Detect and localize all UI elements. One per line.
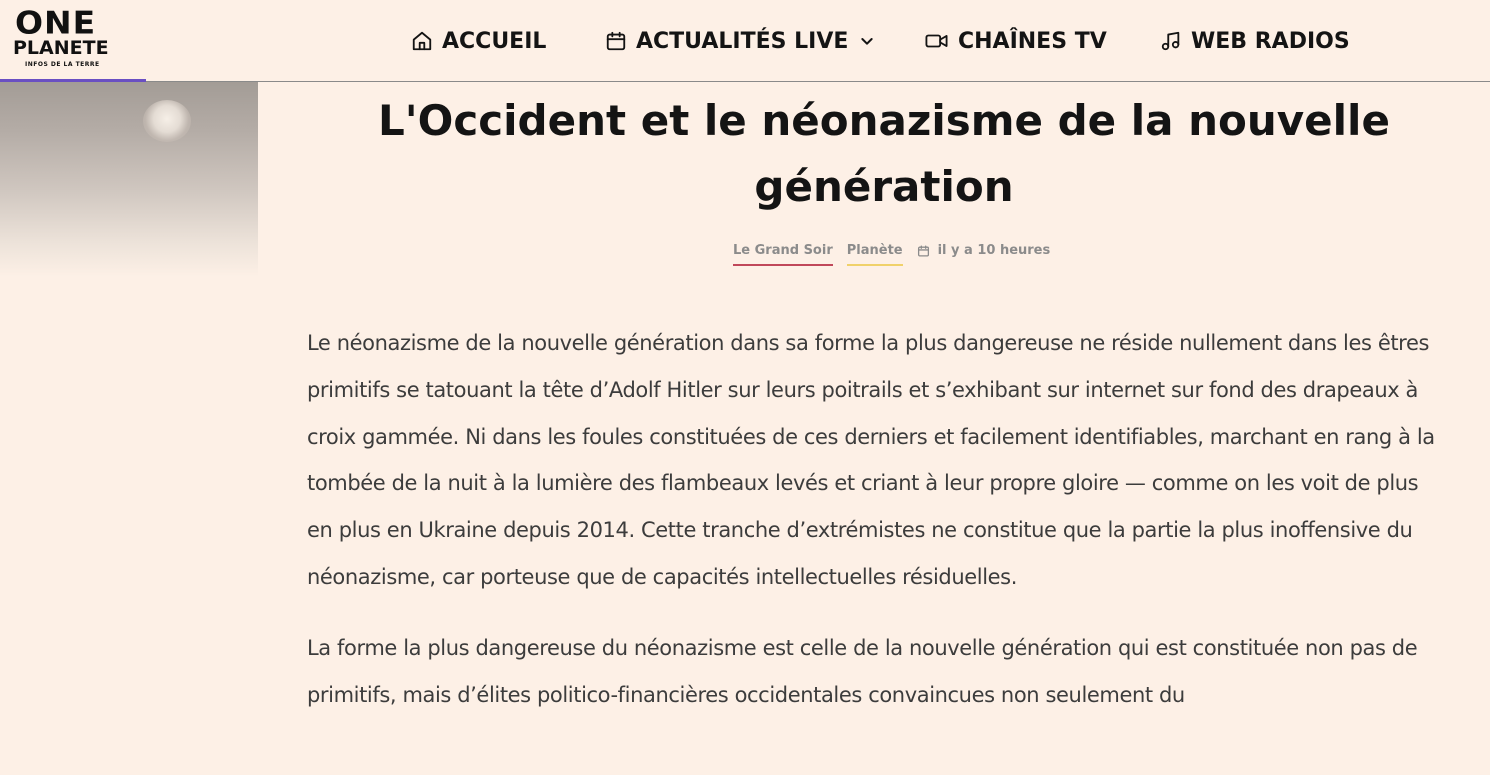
nav-accueil[interactable]: [411, 24, 546, 58]
site-logo[interactable]: [0, 0, 146, 82]
nav-chaines-tv-label: CHAÎNES TV: [958, 28, 1107, 54]
home-icon: [411, 30, 433, 52]
nav-actualites-live-label: ACTUALITÉS LIVE: [636, 28, 849, 54]
music-note-icon: [1160, 30, 1182, 52]
article-date-text: il y a 10 heures: [937, 243, 1051, 258]
article-source-link[interactable]: Le Grand Soir: [733, 242, 833, 266]
site-header: [0, 0, 1490, 82]
calendar-icon: [917, 244, 930, 258]
logo-line-1: ONE: [15, 3, 97, 42]
nav-actualites-live[interactable]: [605, 24, 875, 58]
chevron-down-icon[interactable]: [859, 33, 875, 49]
article-hero-image: [0, 82, 258, 277]
article-category-link[interactable]: Planète: [847, 242, 903, 266]
calendar-icon: [605, 30, 627, 52]
article-paragraph: Le néonazisme de la nouvelle génération dans sa forme la plus dangereuse ne réside nullement dans les êtres primitifs se tatouant la tête d’Adolf Hitler sur leurs poitrails et s’exhibant sur internet sur fond des drapeaux à croix gammée. Ni dans les foules constituées de ces derniers et facilement identifiables, marchant en rang à la tombée de la nuit à la lumière des flambeaux levés et criant à leur propre gloire — comme on les voit de plus en plus en Ukraine depuis 2014. Cette tranche d’extrémistes ne constitue que la partie la plus inoffensive du néonazisme, car porteuse que de capacités intellectuelles résiduelles.: [307, 331, 1435, 589]
article-paragraph: La forme la plus dangereuse du néonazisme est celle de la nouvelle génération qui est constituée non pas de primitifs, mais d’élites politico-financières occidentales convaincues non seulement du: [307, 635, 1418, 707]
nav-web-radios-label: WEB RADIOS: [1191, 28, 1350, 54]
logo-tagline: INFOS DE LA TERRE: [25, 61, 100, 68]
logo-line-2: PLANETE: [13, 37, 109, 59]
article-meta: [733, 242, 1050, 270]
article-body: [307, 320, 1447, 742]
article-title: L'Occident et le néonazisme de la nouvelle génération: [378, 96, 1390, 211]
video-camera-icon: [924, 30, 949, 52]
nav-web-radios[interactable]: [1160, 24, 1350, 58]
hero-light-spot: [143, 100, 191, 142]
nav-chaines-tv[interactable]: [924, 24, 1107, 58]
nav-accueil-label: ACCUEIL: [442, 28, 547, 54]
article-date: [917, 242, 1051, 260]
